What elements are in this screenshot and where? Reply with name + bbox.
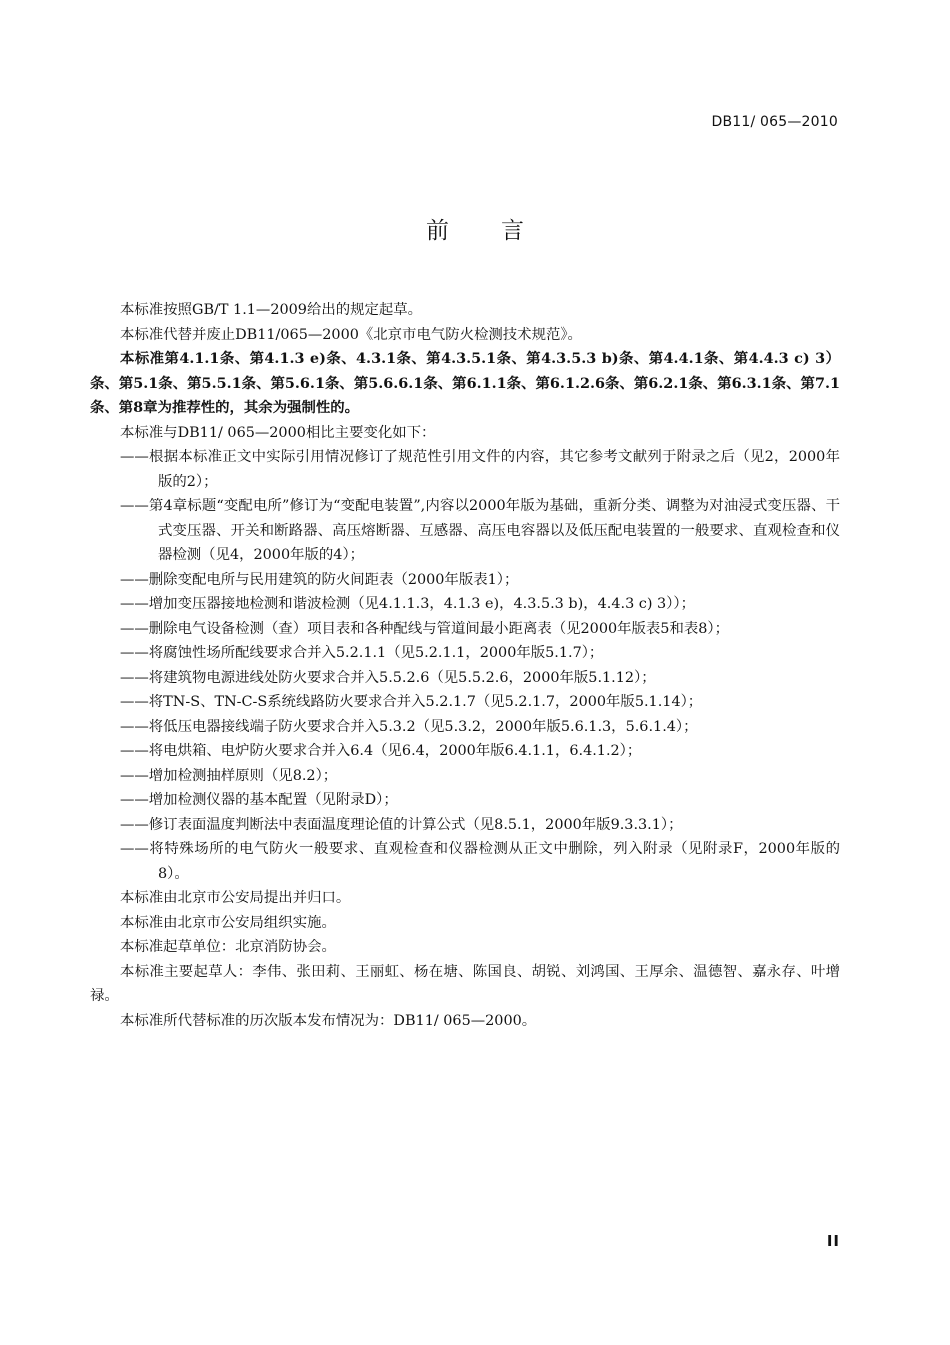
paragraph-proposed-by: 本标准由北京市公安局提出并归口。 <box>120 890 351 906</box>
paragraph-replacement: 本标准代替并废止DB11/065—2000《北京市电气防火检测技术规范》。 <box>120 326 582 343</box>
change-item: ——增加检测抽样原则（见8.2）； <box>120 767 338 784</box>
paragraph-organized-by: 本标准由北京市公安局组织实施。 <box>120 914 336 931</box>
foreword-body <box>90 298 840 1033</box>
change-item: ——增加变压器接地检测和谐波检测（见4.1.1.3，4.1.3 e)，4.3.5.3 b)，4.4.3 c) 3））； <box>120 596 695 612</box>
change-item: ——增加检测仪器的基本配置（见附录D）； <box>120 792 398 808</box>
page-title <box>0 212 950 245</box>
title-char-2: 言 <box>501 218 524 244</box>
paragraph-drafting-rules: 本标准按照GB/T 1.1—2009给出的规定起草。 <box>120 302 423 318</box>
change-item: ——修订表面温度判断法中表面温度理论值的计算公式（见8.5.1，2000年版9.3.3.1）； <box>120 816 683 833</box>
change-item: ——将电烘箱、电炉防火要求合并入6.4（见6.4，2000年版6.4.1.1，6.4.1.2）； <box>120 743 642 759</box>
change-item: ——将TN-S、TN-C-S系统线路防火要求合并入5.2.1.7（见5.2.1.7，2000年版5.1.14）； <box>120 694 703 710</box>
paragraph-changes-intro: 本标准与DB11/ 065—2000相比主要变化如下： <box>120 424 436 441</box>
document-code: DB11/ 065—2010 <box>711 114 838 130</box>
paragraph-drafting-unit: 本标准起草单位：北京消防协会。 <box>120 939 336 955</box>
paragraph-drafters: 本标准主要起草人：李伟、张田莉、王丽虹、杨在塘、陈国良、胡锐、刘鸿国、王厚余、温德智、嘉永存、叶增禄。 <box>90 963 840 1004</box>
paragraph-recommended-clauses: 本标准第4.1.1条、第4.1.3 e)条、4.3.1条、第4.3.5.1条、第4.3.5.3 b)条、第4.4.1条、第4.4.3 c) 3）条、第5.1条、第5.5.1条、第5.6.1条、第5.6.6.1条、第6.1.1条、第6.1.2.6条、第6.2.1条、第6.3.1条、第7.1条、第8章为推荐性的，其余为强制性的。 <box>90 350 840 416</box>
change-item: ——第4章标题“变配电所”修订为“变配电装置”,内容以2000年版为基础，重新分类、调整为对油浸式变压器、干式变压器、开关和断路器、高压熔断器、互感器、高压电容器以及低压配电装置的一般要求、直观检查和仪器检测（见4，2000年版的4）； <box>120 498 840 563</box>
paragraph-version-history: 本标准所代替标准的历次版本发布情况为：DB11/ 065—2000。 <box>120 1012 537 1029</box>
change-item: ——将特殊场所的电气防火一般要求、直观检查和仪器检测从正文中删除，列入附录（见附录F，2000年版的8）。 <box>120 841 840 882</box>
change-item: ——删除电气设备检测（查）项目表和各种配线与管道间最小距离表（见2000年版表5和表8）； <box>120 620 729 637</box>
change-item: ——删除变配电所与民用建筑的防火间距表（2000年版表1）； <box>120 571 519 588</box>
change-item: ——将建筑物电源进线处防火要求合并入5.5.2.6（见5.5.2.6，2000年版5.1.12）； <box>120 669 656 686</box>
change-item: ——根据本标准正文中实际引用情况修订了规范性引用文件的内容，其它参考文献列于附录之后（见2，2000年版的2）； <box>120 449 840 490</box>
page-number: II <box>826 1232 840 1250</box>
change-item: ——将低压电器接线端子防火要求合并入5.3.2（见5.3.2，2000年版5.6.1.3，5.6.1.4）； <box>120 718 698 735</box>
title-char-1: 前 <box>426 218 449 244</box>
change-item: ——将腐蚀性场所配线要求合并入5.2.1.1（见5.2.1.1，2000年版5.1.7）； <box>120 645 604 661</box>
